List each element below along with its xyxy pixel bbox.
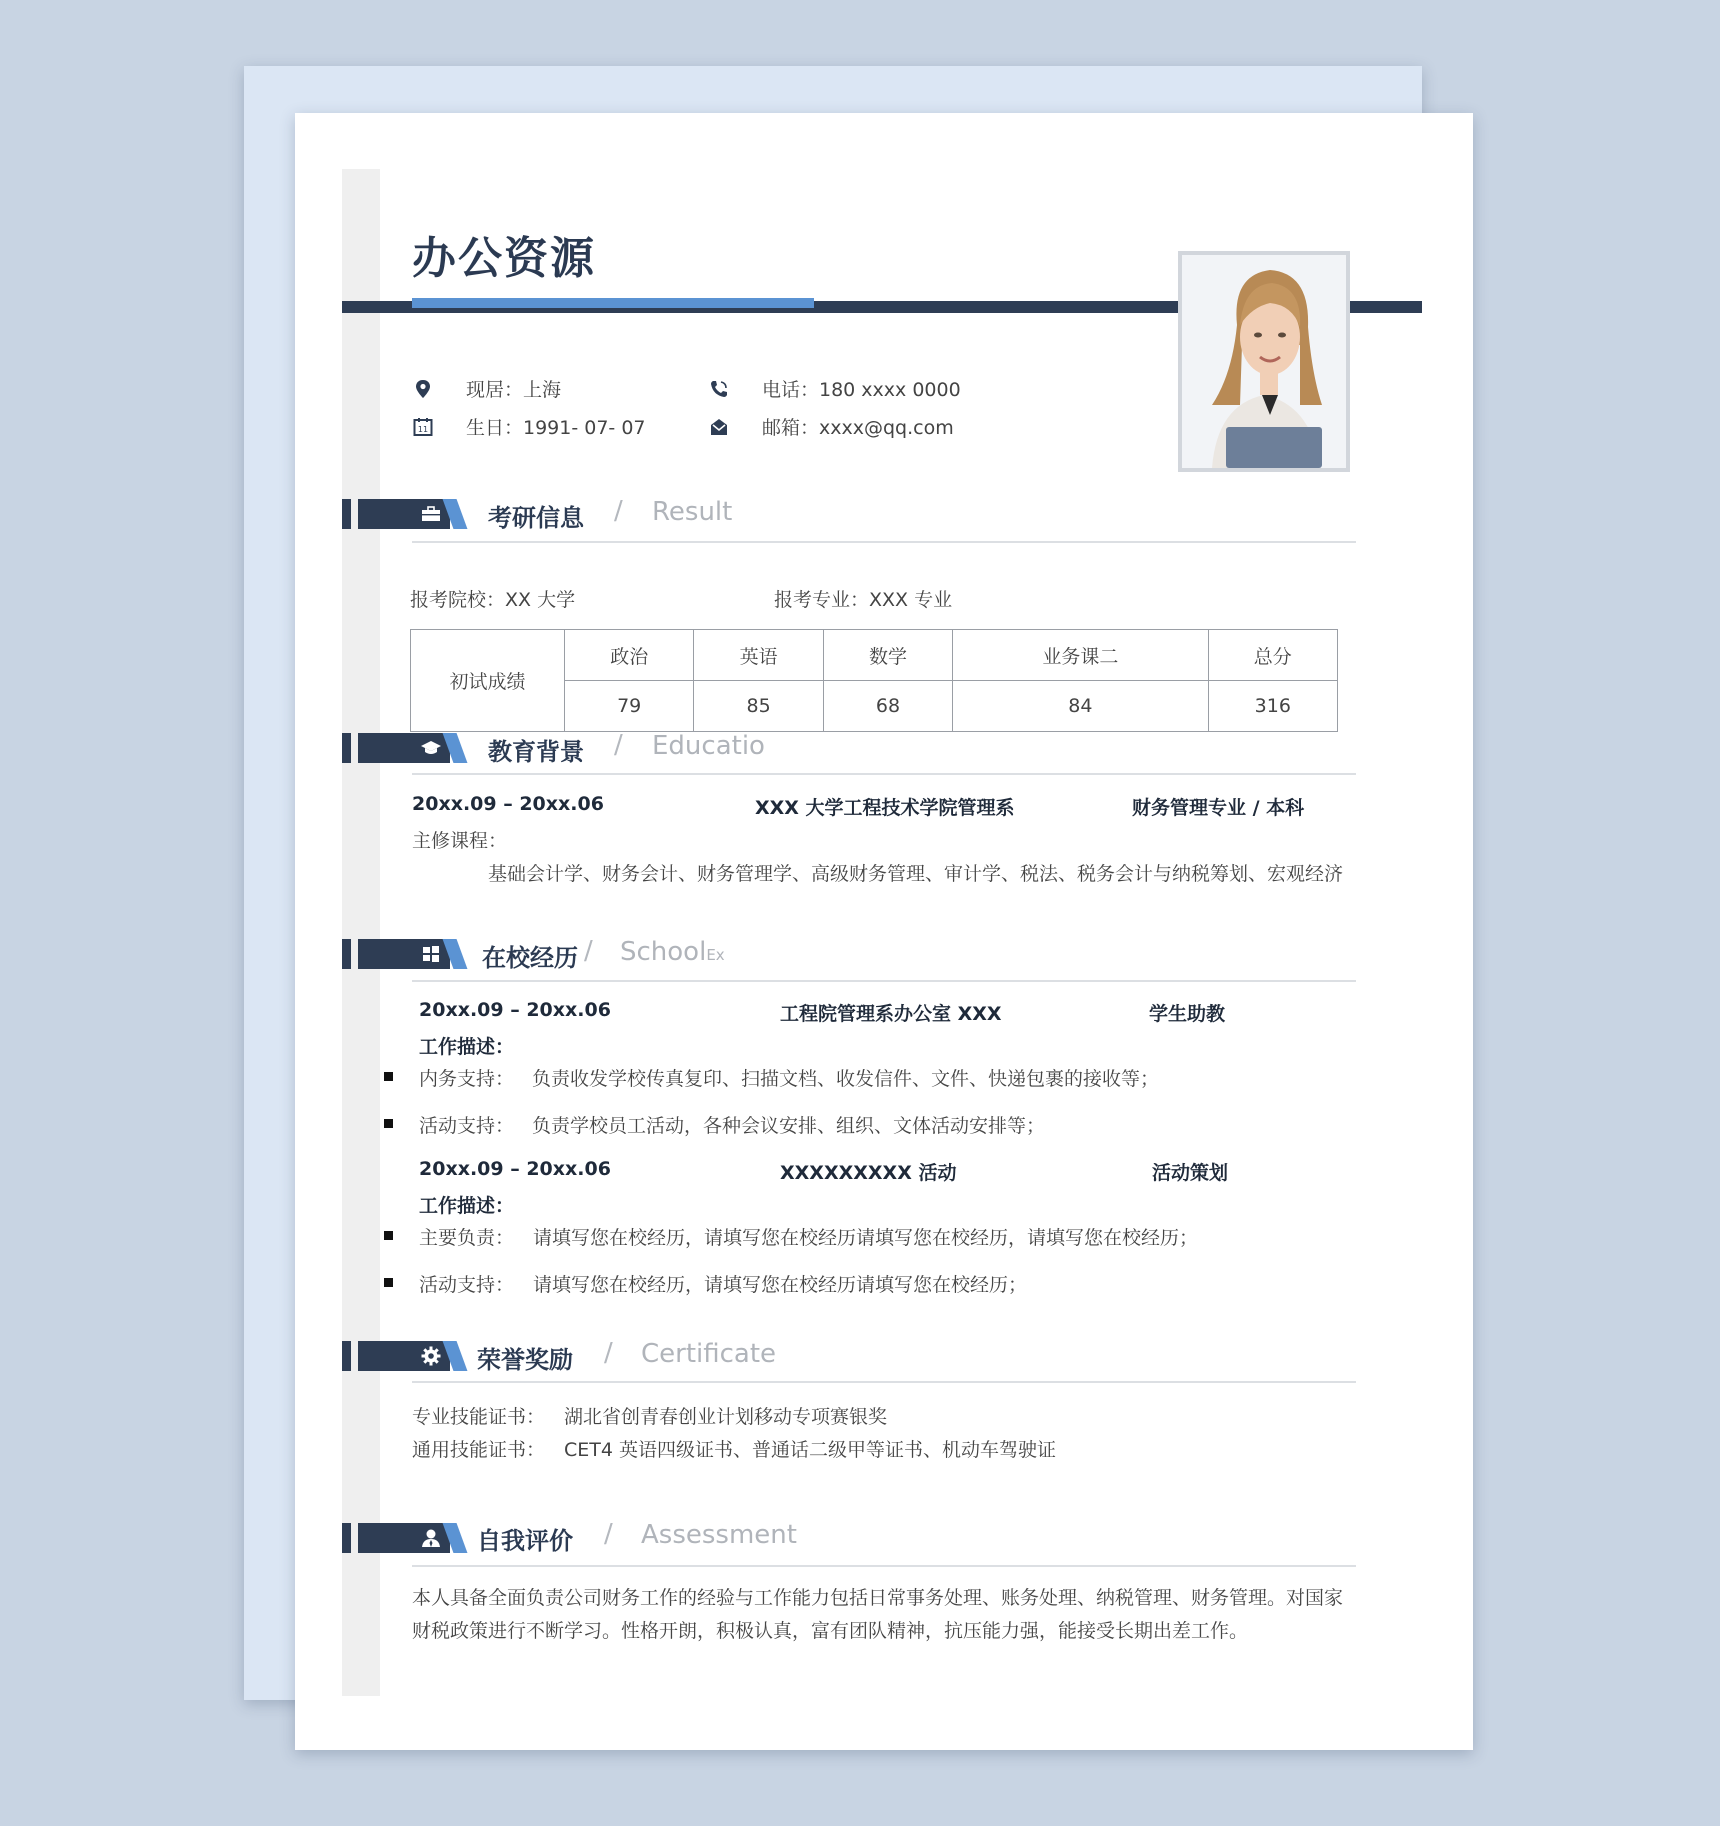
contact-phone: 电话：180 xxxx 0000 — [708, 375, 961, 402]
section-title-assessment: 自我评价 — [477, 1527, 573, 1555]
edu-period: 20xx.09 – 20xx.06 — [412, 793, 604, 815]
school-item-text: 请填写您在校经历，请填写您在校经历请填写您在校经历，请填写您在校经历； — [533, 1227, 1199, 1249]
school-item-text: 负责学校员工活动，各种会议安排、组织、文体活动安排等； — [532, 1115, 1046, 1137]
bullet-icon — [384, 1119, 393, 1128]
svg-text:11: 11 — [417, 424, 429, 434]
school-entry-period: 20xx.09 – 20xx.06 — [419, 1158, 611, 1180]
score-value: 68 — [823, 681, 952, 732]
school-item-text: 请填写您在校经历，请填写您在校经历请填写您在校经历； — [533, 1274, 1028, 1296]
section-sep-result: / — [614, 496, 623, 526]
school-entry-period: 20xx.09 – 20xx.06 — [419, 999, 611, 1021]
apply-school: 报考院校：XX 大学 — [410, 589, 576, 611]
section-rule-school — [412, 980, 1356, 982]
certificate-text: CET4 英语四级证书、普通话二级甲等证书、机动车驾驶证 — [564, 1439, 1057, 1461]
score-header: 数学 — [823, 630, 952, 681]
bullet-icon — [384, 1231, 393, 1240]
certificate-label: 专业技能证书： — [412, 1406, 546, 1428]
contact-birthday: 11 生日：1991- 07- 07 — [412, 413, 646, 440]
edu-courses-label: 主修课程： — [412, 830, 508, 852]
score-value: 316 — [1208, 681, 1337, 732]
section-en-result: Result — [652, 497, 733, 527]
contact-location: 现居：上海 — [412, 375, 561, 402]
section-title-result: 考研信息 — [488, 504, 584, 532]
graduation-cap-icon — [420, 738, 442, 758]
section-rule-certificate — [412, 1381, 1356, 1383]
resume-name: 办公资源 — [412, 233, 596, 284]
profile-photo — [1178, 251, 1350, 472]
section-rule-assessment — [412, 1565, 1356, 1567]
edu-degree: 财务管理专业 / 本科 — [1132, 797, 1305, 819]
section-en-school: SchoolEx — [620, 937, 725, 967]
school-entry-org: XXXXXXXXX 活动 — [780, 1162, 957, 1184]
school-item-label: 活动支持： — [419, 1115, 515, 1137]
assessment-line: 本人具备全面负责公司财务工作的经验与工作能力包括日常事务处理、账务处理、纳税管理、财务管理。对国家 — [412, 1587, 1344, 1609]
score-value: 85 — [694, 681, 823, 732]
section-title-education: 教育背景 — [488, 738, 584, 766]
section-rule-education — [412, 773, 1356, 775]
school-entry-role: 活动策划 — [1152, 1162, 1229, 1184]
bullet-icon — [384, 1072, 393, 1081]
contact-email: 邮箱：xxxx@qq.com — [708, 413, 954, 440]
user-icon — [420, 1528, 442, 1548]
section-en-certificate: Certificate — [641, 1339, 777, 1369]
certificate-text: 湖北省创青春创业计划移动专项赛银奖 — [564, 1406, 888, 1428]
section-sep-education: / — [614, 730, 623, 760]
mail-icon — [708, 416, 730, 438]
bullet-icon — [384, 1278, 393, 1287]
score-header: 总分 — [1208, 630, 1337, 681]
assessment-line: 财税政策进行不断学习。性格开朗，积极认真，富有团队精神，抗压能力强，能接受长期出差工作。 — [412, 1620, 1249, 1642]
school-entry-desc-label: 工作描述： — [419, 1036, 515, 1058]
score-table — [410, 629, 1338, 732]
phone-icon — [708, 378, 730, 400]
section-title-school: 在校经历 — [482, 944, 578, 972]
header-accent-bar — [412, 298, 814, 308]
school-item-label: 活动支持： — [419, 1274, 515, 1296]
school-item-label: 内务支持： — [419, 1068, 515, 1090]
edu-courses: 基础会计学、财务会计、财务管理学、高级财务管理、审计学、税法、税务会计与纳税筹划、宏观经济 — [488, 863, 1344, 885]
school-entry-role: 学生助教 — [1149, 1003, 1226, 1025]
edu-school: XXX 大学工程技术学院管理系 — [755, 797, 1015, 819]
apply-major: 报考专业：XXX 专业 — [774, 589, 953, 611]
section-title-certificate: 荣誉奖励 — [477, 1346, 573, 1374]
left-strip — [342, 169, 380, 1696]
portrait-image — [1182, 255, 1346, 468]
location-pin-icon — [412, 378, 434, 400]
score-value: 84 — [953, 681, 1208, 732]
score-header: 业务课二 — [953, 630, 1208, 681]
section-sep-school: / — [584, 936, 593, 966]
score-header: 政治 — [565, 630, 694, 681]
score-header: 英语 — [694, 630, 823, 681]
school-item-label: 主要负责： — [419, 1227, 515, 1249]
section-en-assessment: Assessment — [641, 1520, 797, 1550]
gear-icon — [420, 1346, 442, 1366]
section-rule-result — [412, 541, 1356, 543]
school-entry-desc-label: 工作描述： — [419, 1195, 515, 1217]
windows-grid-icon — [420, 944, 442, 964]
briefcase-icon — [420, 504, 442, 524]
score-row-label: 初试成绩 — [411, 630, 565, 732]
score-value: 79 — [565, 681, 694, 732]
section-en-education: Educatio — [652, 731, 765, 761]
calendar-icon — [412, 416, 434, 438]
section-sep-certificate: / — [604, 1338, 613, 1368]
section-sep-assessment: / — [604, 1519, 613, 1549]
school-item-text: 负责收发学校传真复印、扫描文档、收发信件、文件、快递包裹的接收等； — [532, 1068, 1160, 1090]
certificate-label: 通用技能证书： — [412, 1439, 546, 1461]
school-entry-org: 工程院管理系办公室 XXX — [780, 1003, 1002, 1025]
